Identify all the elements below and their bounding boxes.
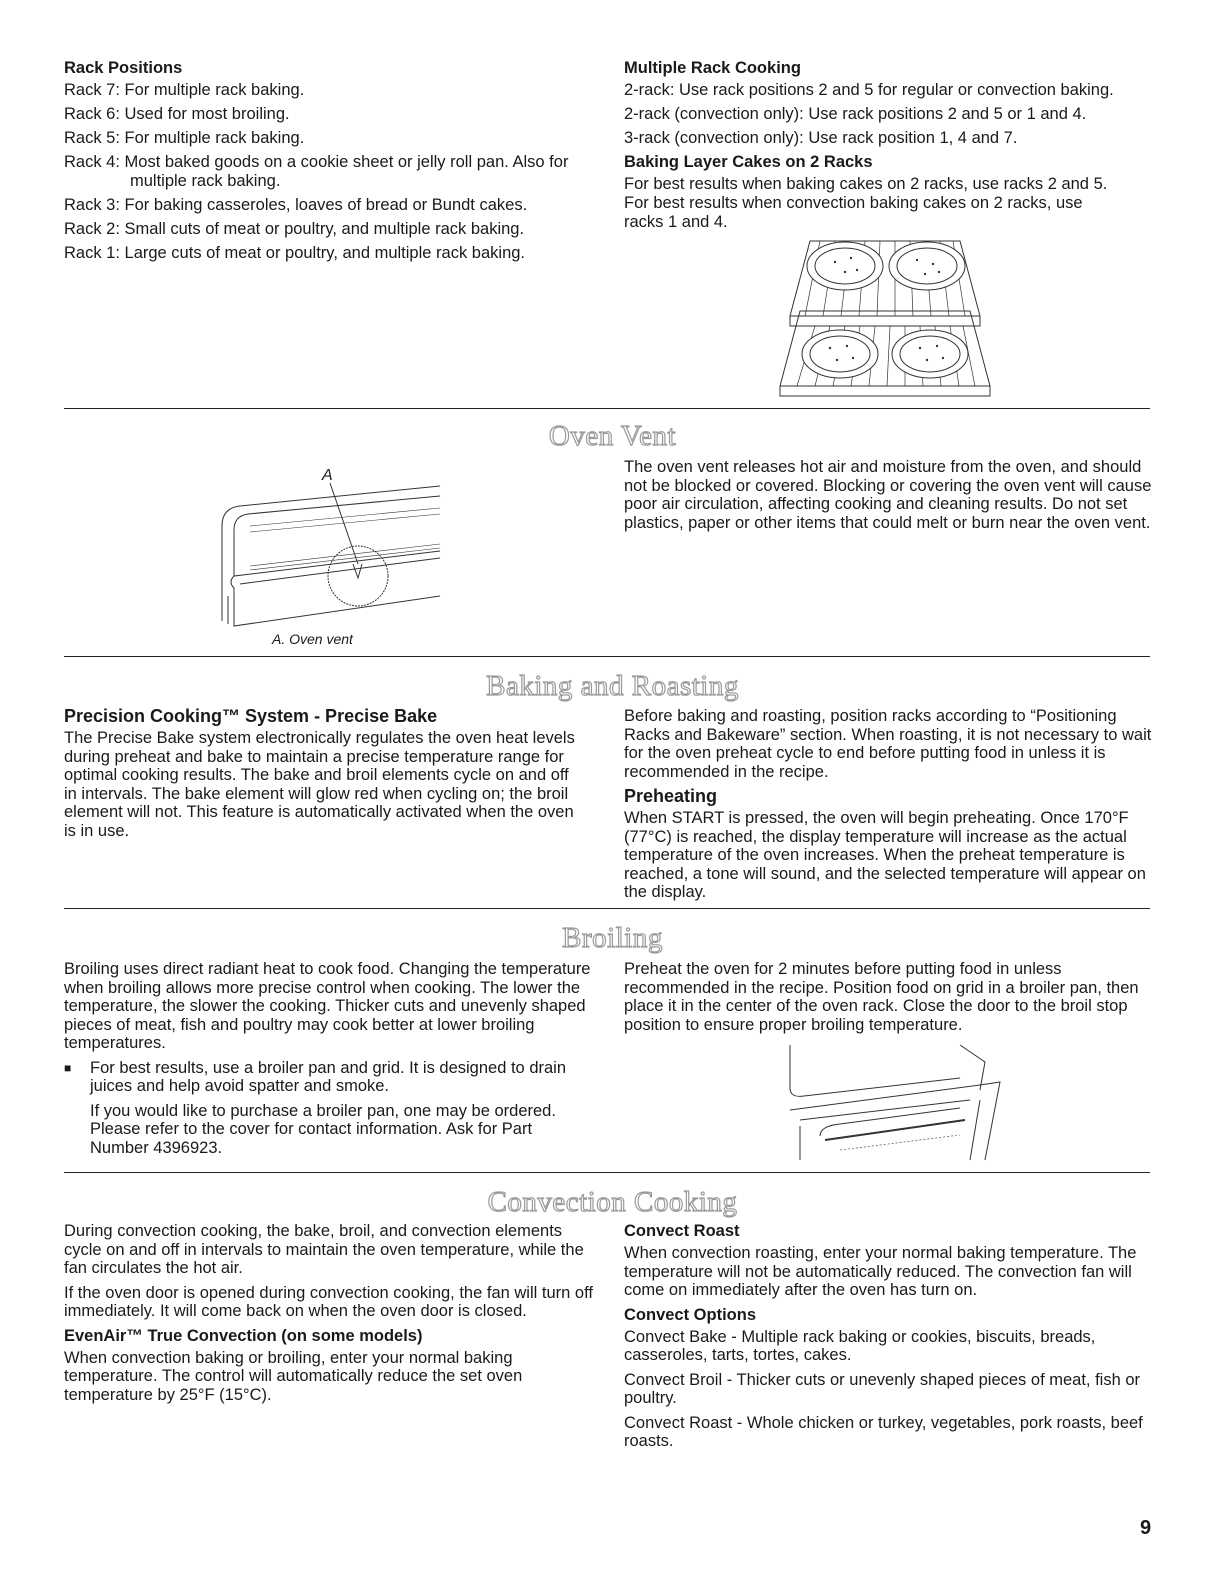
convect-option-item: Convect Roast - Whole chicken or turkey, vegetables, pork roasts, beef roasts. [624,1413,1143,1450]
rack-positions-section [64,59,604,268]
multiple-rack-item: 2-rack (convection only): Use rack positions 2 and 5 or 1 and 4. [624,105,1087,123]
bullet-square-icon: ■ [64,1060,72,1075]
multiple-rack-item: 2-rack: Use rack positions 2 and 5 for regular or convection baking. [624,81,1114,99]
page-number: 9 [1140,1517,1152,1539]
oven-vent-text: The oven vent releases hot air and moisture from the oven, and should not be blocked or covered. Blocking or covering the oven vent will cause poor air circulation, affecting cooking and cleaning results. Do not set plastics, paper or other items that could melt or burn near the oven vent. [624,458,1152,532]
convect-options-heading: Convect Options [624,1305,757,1324]
vent-callout-label: A [322,467,333,484]
multiple-rack-heading: Multiple Rack Cooking [624,59,801,77]
convection-left-section [64,1222,594,1410]
convection-right-section [624,1222,1154,1457]
baking-roasting-title: Baking and Roasting [486,670,739,702]
convection-cooking-title: Convection Cooking [487,1186,738,1218]
two-rack-cakes-illustration [775,236,995,398]
multiple-rack-section [624,59,1154,238]
broiling-title: Broiling [562,922,663,954]
rack-item: Rack 4: Most baked goods on a cookie sheet or jelly roll pan. Also for multiple rack baking. [64,153,569,190]
broiling-bullet [64,1059,594,1096]
broiler-pan-note: If you would like to purchase a broiler pan, one may be ordered. Please refer to the cover for contact information. Ask for Part Number 4396923. [90,1101,556,1157]
rack-item: Rack 2: Small cuts of meat or poultry, and multiple rack baking. [64,220,525,238]
precise-bake-heading: Precision Cooking™ System - Precise Bake [64,706,438,726]
multiple-rack-item: 3-rack (convection only): Use rack position 1, 4 and 7. [624,129,1018,147]
preheating-heading: Preheating [624,786,718,806]
rack-item: Rack 3: For baking casseroles, loaves of bread or Bundt cakes. [64,196,528,214]
convection-door-text: If the oven door is opened during convection cooking, the fan will turn off immediately. It will come back on when the oven door is closed. [64,1283,593,1320]
convect-option-item: Convect Bake - Multiple rack baking or cookies, biscuits, breads, casseroles, tarts, tortes, cakes. [624,1327,1096,1364]
baking-intro-section [624,707,1154,908]
broiling-left-section [64,960,594,1163]
evenair-heading: EvenAir™ True Convection (on some models) [64,1326,423,1345]
oven-vent-description [624,458,1154,538]
section-divider [64,408,1150,409]
rack-item: Rack 6: Used for most broiling. [64,105,290,123]
rack-item: Rack 1: Large cuts of meat or poultry, and multiple rack baking. [64,244,526,262]
layer-cakes-text: For best results when baking cakes on 2 racks, use racks 2 and 5. For best results when convection baking cakes on 2 racks, use racks 1 and 4. [624,175,1108,231]
convection-intro-text: During convection cooking, the bake, broil, and convection elements cycle on and off in intervals to maintain the oven temperature, while the fan circulates the hot air. [64,1222,584,1277]
layer-cakes-heading: Baking Layer Cakes on 2 Racks [624,153,873,171]
oven-vent-illustration [210,466,450,636]
section-divider [64,908,1150,909]
oven-vent-caption: A. Oven vent [272,631,353,647]
rack-positions-heading: Rack Positions [64,59,183,77]
convect-option-item: Convect Broil - Thicker cuts or unevenly shaped pieces of meat, fish or poultry. [624,1370,1141,1407]
preheating-text: When START is pressed, the oven will begin preheating. Once 170°F (77°C) is reached, the display temperature will increase as the actual temperature of the oven increases. When the preheat temperature is reached, a tone will sound, and the selected temperature will appear on the display. [624,809,1146,901]
broil-stop-door-illustration [780,1040,1010,1165]
rack-item: Rack 5: For multiple rack baking. [64,129,305,147]
evenair-text: When convection baking or broiling, enter your normal baking temperature. The control will automatically reduce the set oven temperature by 25°F (15°C). [64,1348,523,1404]
broiling-preheat-text: Preheat the oven for 2 minutes before putting food in unless recommended in the recipe. Position food on grid in a broiler pan, then place it in the center of the oven rack. Close the door to the broil stop position to ensure proper broiling temperature. [624,960,1139,1034]
broiling-bullet-text: For best results, use a broiler pan and grid. It is designed to drain juices and help avoid spatter and smoke. [90,1058,567,1095]
broiling-text: Broiling uses direct radiant heat to cook food. Changing the temperature when broiling allows more precise control when cooking. The lower the temperature, the slower the cooking. Thicker cuts and unevenly shaped pieces of meat, fish and poultry may cook better at lower broiling temperatures. [64,960,591,1052]
precise-bake-section [64,707,584,846]
convect-roast-heading: Convect Roast [624,1222,740,1240]
broiling-right-section [624,960,1154,1040]
convect-roast-text: When convection roasting, enter your normal baking temperature. The temperature will not be automatically reduced. The convection fan will come on immediately after the oven has turn on. [624,1244,1137,1299]
precise-bake-text: The Precise Bake system electronically regulates the oven heat levels during preheat and bake to maintain a precise temperature range for optimal cooking results. The bake and broil elements cycle on and off in intervals. The bake element will glow red when cycling on; the broil element will not. This feature is automatically activated when the oven is in use. [64,729,575,840]
oven-vent-title: Oven Vent [548,420,677,452]
baking-intro-text: Before baking and roasting, position racks according to “Positioning Racks and Bakeware” section. When roasting, it is not necessary to wait for the oven preheat cycle to end before putting food in unless it is recommended in the recipe. [624,707,1152,781]
section-divider [64,1172,1150,1173]
rack-item: Rack 7: For multiple rack baking. [64,81,305,99]
section-divider [64,656,1150,657]
